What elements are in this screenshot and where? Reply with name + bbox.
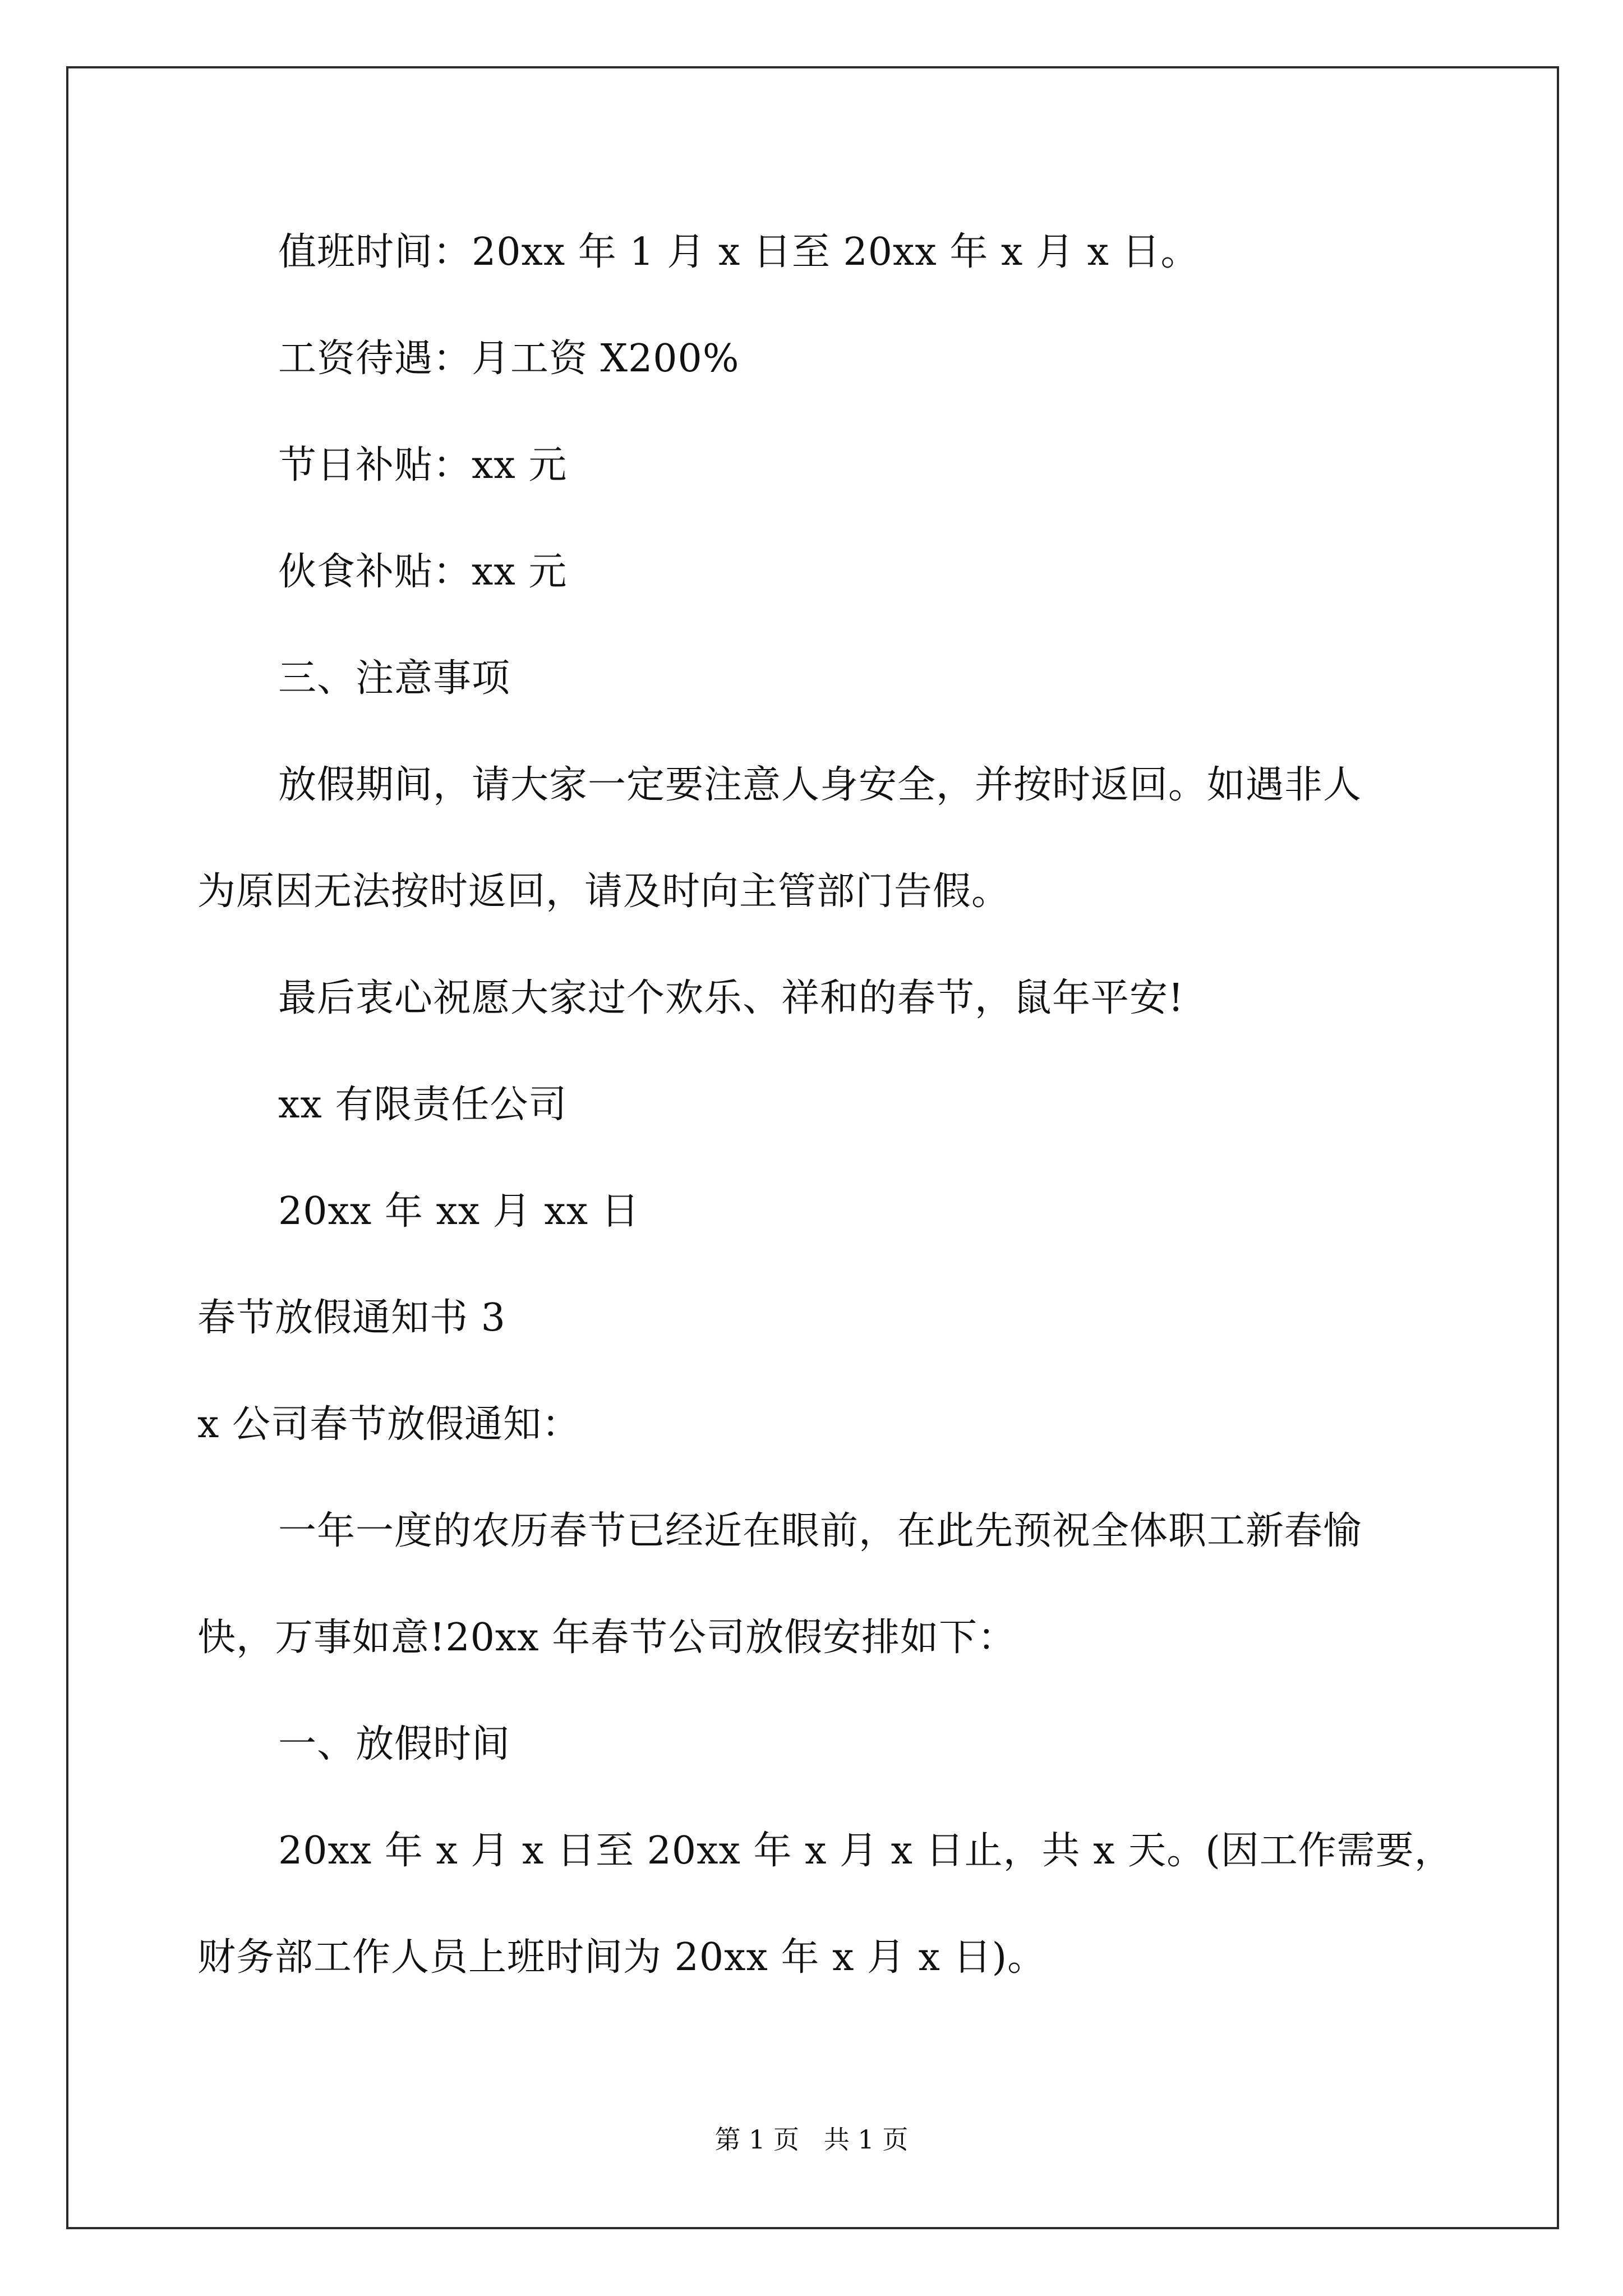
- salary-line: 工资待遇：月工资 X200%: [278, 337, 740, 381]
- notice-3-title: 春节放假通知书 3: [197, 1296, 506, 1340]
- notice-3-intro-line-1: 一年一度的农历春节已经近在眼前，在此先预祝全体职工新春愉: [278, 1509, 1362, 1553]
- page-footer: 第 1 页 共 1 页: [714, 2124, 909, 2155]
- wishes-line: 最后衷心祝愿大家过个欢乐、祥和的春节，鼠年平安!: [278, 976, 1184, 1020]
- section-heading-notes: 三、注意事项: [278, 656, 511, 701]
- signature-date: 20xx 年 xx 月 xx 日: [278, 1189, 640, 1234]
- notice-paragraph-line-1: 放假期间，请大家一定要注意人身安全，并按时返回。如遇非人: [278, 763, 1362, 807]
- notice-paragraph-line-2: 为原因无法按时返回，请及时向主管部门告假。: [197, 869, 1011, 914]
- duty-time-line: 值班时间：20xx 年 1 月 x 日至 20xx 年 x 月 x 日。: [278, 230, 1200, 274]
- holiday-subsidy-line: 节日补贴：xx 元: [278, 443, 568, 487]
- notice-3-schedule-line-2: 财务部工作人员上班时间为 20xx 年 x 月 x 日)。: [197, 1935, 1046, 1980]
- notice-3-schedule-line-1: 20xx 年 x 月 x 日至 20xx 年 x 月 x 日止，共 x 天。(因工作需要，: [278, 1829, 1453, 1873]
- notice-3-intro-line-2: 快，万事如意!20xx 年春节公司放假安排如下：: [197, 1616, 1017, 1660]
- page-border: [66, 66, 1559, 2229]
- notice-3-salutation: x 公司春节放假通知：: [197, 1402, 580, 1447]
- notice-3-section-heading-time: 一、放假时间: [278, 1722, 511, 1766]
- company-signature: xx 有限责任公司: [278, 1083, 568, 1127]
- meal-subsidy-line: 伙食补贴：xx 元: [278, 550, 568, 594]
